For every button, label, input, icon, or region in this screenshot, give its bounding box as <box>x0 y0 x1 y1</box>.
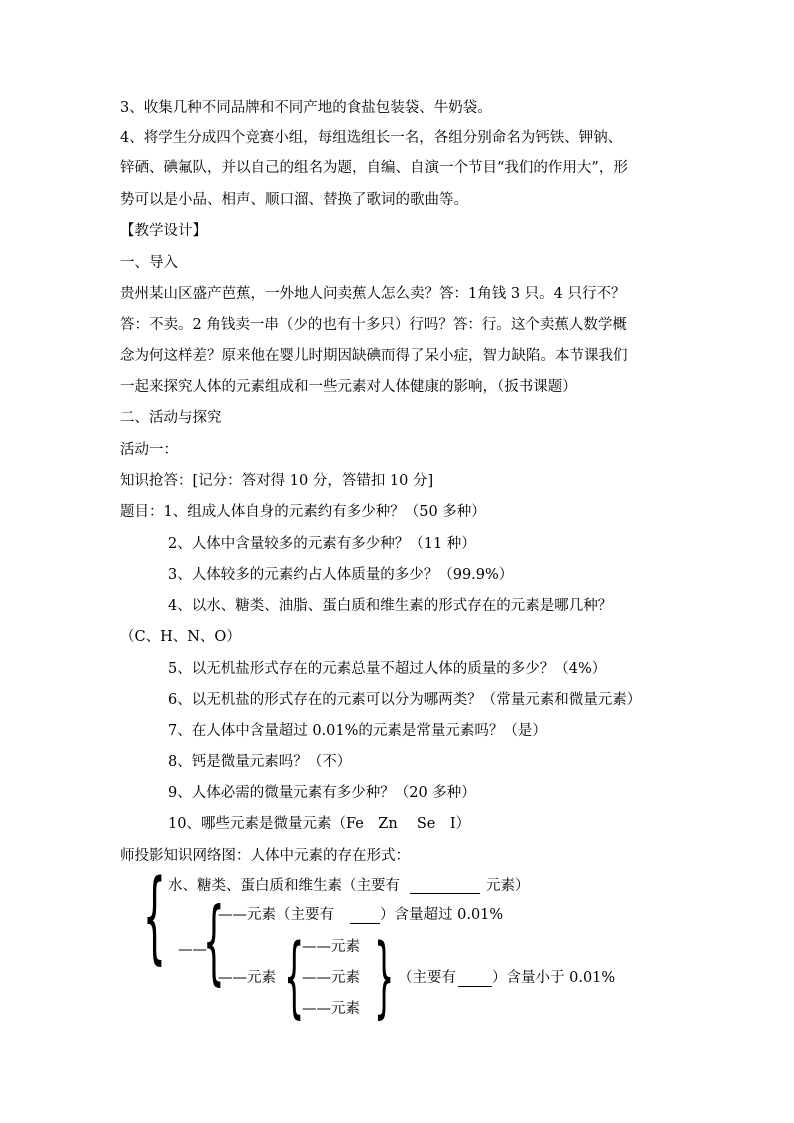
question-1: 题目：1、组成人体自身的元素约有多少种？（50 多种） <box>120 504 486 520</box>
question-6: 6、以无机盐的形式存在的元素可以分为哪两类？（常量元素和微量元素） <box>168 692 642 708</box>
paragraph-story-line3: 念为何这样差？原来他在婴儿时期因缺碘而得了呆小症，智力缺陷。本节课我们 <box>120 348 628 364</box>
heading-activity: 二、活动与探究 <box>120 410 222 426</box>
inner-left-brace: { <box>203 890 225 996</box>
trace-left-brace: { <box>284 927 305 1029</box>
paragraph-groups-line2: 锌硒、碘氟队，并以自己的组名为题，自编、自演一个节目“我们的作用大”，形 <box>120 160 628 176</box>
trace-element-2: ——元素 <box>302 970 360 986</box>
diagram-lead-dash: —— <box>178 942 207 958</box>
diagram-intro: 师投影知识网络图：人体中元素的存在形式： <box>120 848 410 864</box>
question-5: 5、以无机盐形式存在的元素总量不超过人体的质量的多少？（4%） <box>168 661 607 677</box>
diagram-row-trace-b: ）含量小于 0.01% <box>492 970 616 986</box>
question-3: 3、人体较多的元素约占人体质量的多少？（99.9%） <box>168 567 514 583</box>
trace-element-3: ——元素 <box>302 1001 360 1017</box>
paragraph-groups-line1: 4、将学生分成四个竞赛小组，每组选组长一名，各组分别命名为钙铁、钾钠、 <box>120 130 623 146</box>
blank-macro-elements <box>350 923 380 924</box>
question-7: 7、在人体中含量超过 0.01%的元素是常量元素吗？（是） <box>168 723 547 739</box>
trace-element-1: ——元素 <box>302 939 360 955</box>
quiz-rules: 知识抢答：[记分：答对得 10 分，答错扣 10 分] <box>120 473 434 489</box>
diagram-row-trace-a: （主要有 <box>398 970 456 986</box>
diagram-row-trace-label: ——元素 <box>218 970 276 986</box>
question-10: 10、哪些元素是微量元素（Fe Zn Se I） <box>168 816 471 832</box>
activity-one-label: 活动一： <box>120 442 178 458</box>
paragraph-groups-line3: 势可以是小品、相声、顺口溜、替换了歌词的歌曲等。 <box>120 192 468 208</box>
outer-left-brace: { <box>143 860 166 976</box>
diagram-row-organic-a: 水、糖类、蛋白质和维生素（主要有 <box>168 878 400 894</box>
question-4-answer: （C、H、N、O） <box>120 629 241 645</box>
blank-organic-elements <box>410 893 480 894</box>
question-2: 2、人体中含量较多的元素有多少种？（11 种） <box>168 536 476 552</box>
diagram-row-organic-b: 元素） <box>486 878 530 894</box>
heading-teaching-design: 【教学设计】 <box>120 223 207 239</box>
diagram-row-macro-a: ——元素（主要有 <box>218 907 334 923</box>
blank-trace-elements <box>458 986 492 987</box>
paragraph-story-line4: 一起来探究人体的元素组成和一些元素对人体健康的影响，（扳书课题） <box>120 379 577 395</box>
question-4: 4、以水、糖类、油脂、蛋白质和维生素的形式存在的元素是哪几种？ <box>168 598 613 614</box>
trace-right-brace: } <box>374 927 395 1029</box>
question-8: 8、钙是微量元素吗？（不） <box>168 754 352 770</box>
paragraph-materials: 3、收集几种不同品牌和不同产地的食盐包装袋、牛奶袋。 <box>120 100 492 116</box>
heading-introduction: 一、导入 <box>120 255 178 271</box>
paragraph-story-line2: 答：不卖。2 角钱卖一串（少的也有十多只）行吗？答：行。这个卖蕉人数学概 <box>120 317 627 333</box>
diagram-row-macro-b: ）含量超过 0.01% <box>380 907 504 923</box>
question-9: 9、人体必需的微量元素有多少种？（20 多种） <box>168 785 476 801</box>
paragraph-story-line1: 贵州某山区盛产芭蕉，一外地人问卖蕉人怎么卖？答：1角钱 3 只。4 只行不？ <box>120 286 626 302</box>
